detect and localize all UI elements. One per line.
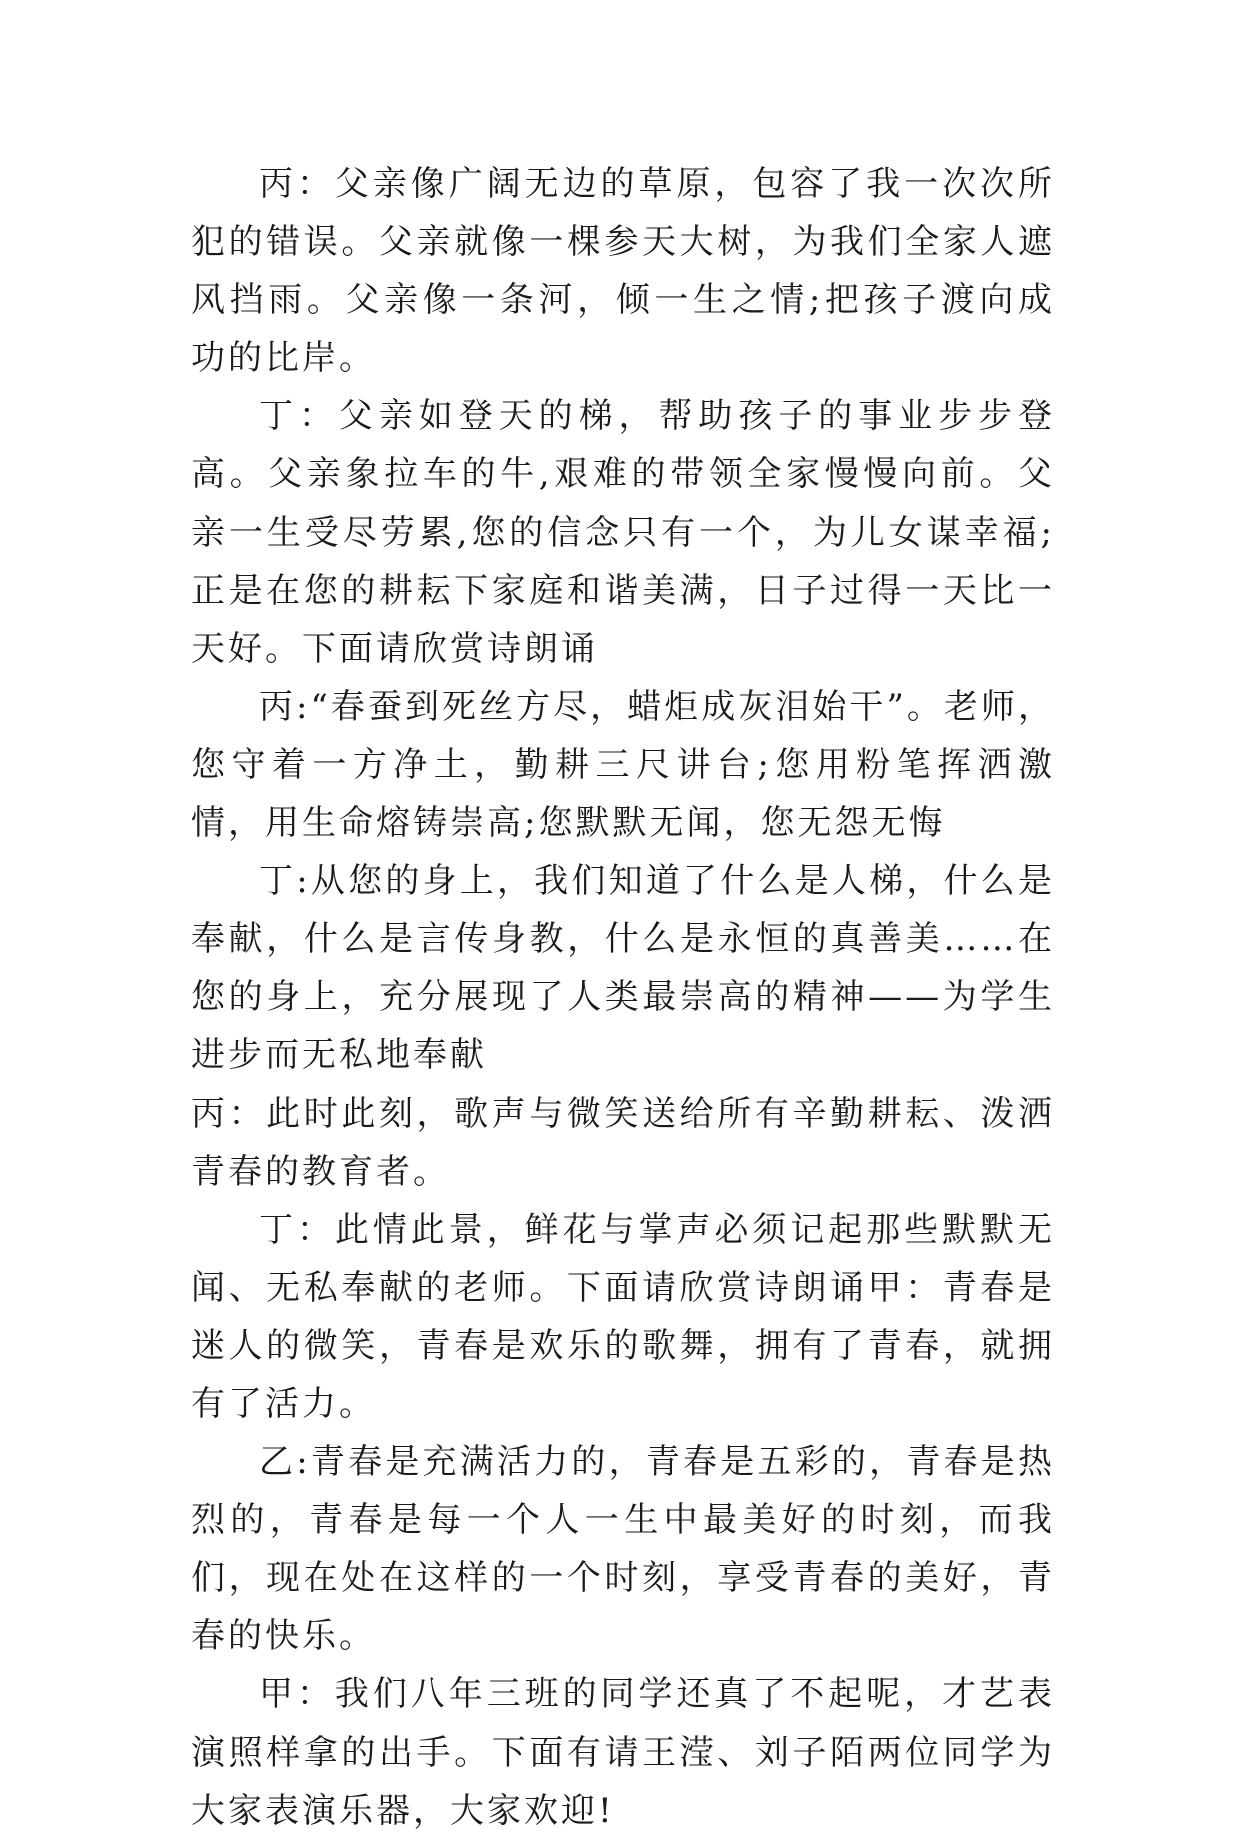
paragraph: 丁：此情此景，鲜花与掌声必须记起那些默默无闻、无私奉献的老师。下面请欣赏诗朗诵甲：青春是迷人的微笑，青春是欢乐的歌舞，拥有了青春，就拥有了活力。 xyxy=(191,1209,1055,1424)
paragraph: 丙：父亲像广阔无边的草原，包容了我一次次所犯的错误。父亲就像一棵参天大树，为我们全家人遮风挡雨。父亲像一条河，倾一生之情;把孩子渡向成功的比岸。 xyxy=(191,164,1055,379)
paragraph: 丙:“春蚕到死丝方尽，蜡炬成灰泪始干”。老师，您守着一方净土，勤耕三尺讲台;您用粉笔挥洒激情，用生命熔铸崇高;您默默无闻，您无怨无悔 xyxy=(191,686,1055,844)
paragraph: 甲：我们八年三班的同学还真了不起呢，才艺表演照样拿的出手。下面有请王滢、刘子陌两位同学为大家表演乐器，大家欢迎! xyxy=(191,1674,1055,1831)
paragraph: 乙:青春是充满活力的，青春是五彩的，青春是热烈的，青春是每一个人一生中最美好的时刻，而我们，现在处在这样的一个时刻，享受青春的美好，青春的快乐。 xyxy=(191,1442,1055,1657)
paragraph: 丙：此时此刻，歌声与微笑送给所有辛勤耕耘、泼洒青春的教育者。 xyxy=(191,1093,1055,1192)
paragraph: 丁：父亲如登天的梯，帮助孩子的事业步步登高。父亲象拉车的牛,艰难的带领全家慢慢向前。父亲一生受尽劳累,您的信念只有一个，为儿女谋幸福;正是在您的耕耘下家庭和谐美满，日子过得一天比一天好。下面请欣赏诗朗诵 xyxy=(191,396,1055,669)
paragraph: 丁:从您的身上，我们知道了什么是人梯，什么是奉献，什么是言传身教，什么是永恒的真善美……在您的身上，充分展现了人类最崇高的精神——为学生进步而无私地奉献 xyxy=(191,861,1055,1076)
document-body xyxy=(191,155,1055,1840)
